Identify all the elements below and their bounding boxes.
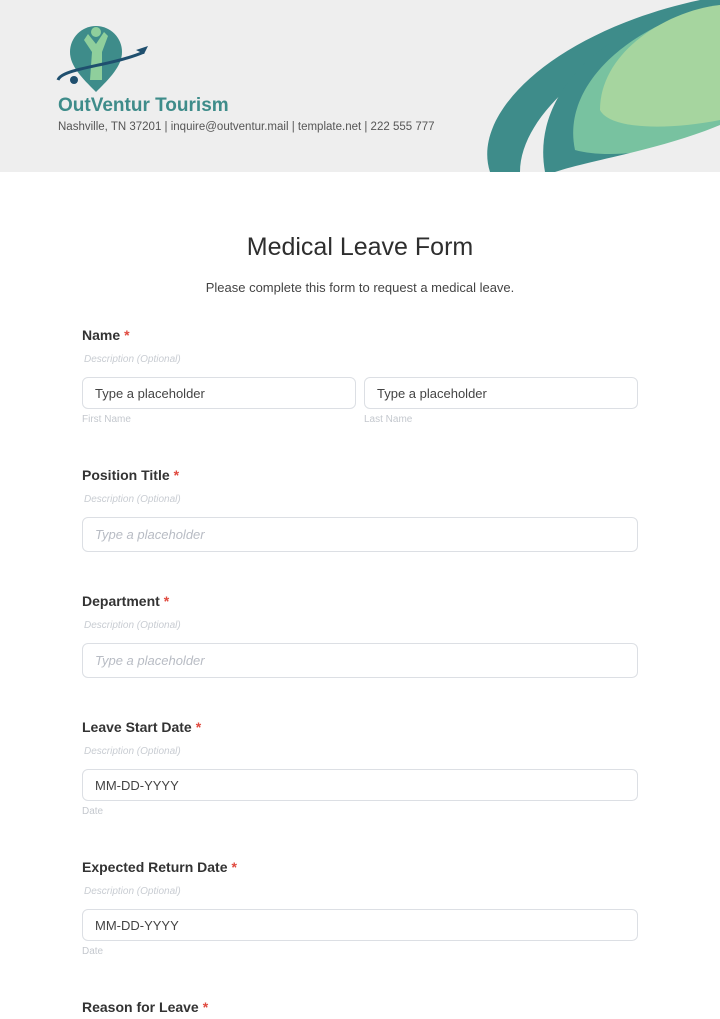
department-label: Department * — [82, 593, 170, 609]
form-title: Medical Leave Form — [246, 233, 474, 261]
leave-start-date-input[interactable]: MM-DD-YYYY — [82, 769, 638, 801]
form-subtitle: Please complete this form to request a medical leave. — [205, 280, 515, 295]
company-name: OutVentur Tourism — [58, 95, 229, 116]
name-description: Description (Optional) — [84, 354, 181, 365]
expected-return-date-label: Expected Return Date * — [82, 859, 237, 875]
name-label: Name * — [82, 327, 130, 343]
position-title-label: Position Title * — [82, 467, 180, 483]
leave-start-date-label: Leave Start Date * — [82, 719, 202, 735]
letterhead — [0, 0, 720, 172]
expected-return-date-sublabel: Date — [82, 946, 104, 957]
last-name-sublabel: Last Name — [364, 414, 413, 425]
last-name-input[interactable]: Type a placeholder — [364, 377, 638, 409]
position-title-description: Description (Optional) — [84, 494, 181, 505]
reason-for-leave-label: Reason for Leave * — [82, 999, 209, 1015]
position-title-input[interactable]: Type a placeholder — [82, 517, 638, 552]
leave-start-date-description: Description (Optional) — [84, 746, 181, 757]
expected-return-date-description: Description (Optional) — [84, 886, 181, 897]
department-input[interactable]: Type a placeholder — [82, 643, 638, 678]
department-description: Description (Optional) — [84, 620, 181, 631]
company-contact: Nashville, TN 37201 | inquire@outventur.mail | template.net | 222 555 777 — [58, 121, 435, 133]
leave-start-date-sublabel: Date — [82, 806, 104, 817]
first-name-input[interactable]: Type a placeholder — [82, 377, 356, 409]
expected-return-date-input[interactable]: MM-DD-YYYY — [82, 909, 638, 941]
company-logo — [52, 18, 152, 98]
first-name-sublabel: First Name — [82, 414, 131, 425]
